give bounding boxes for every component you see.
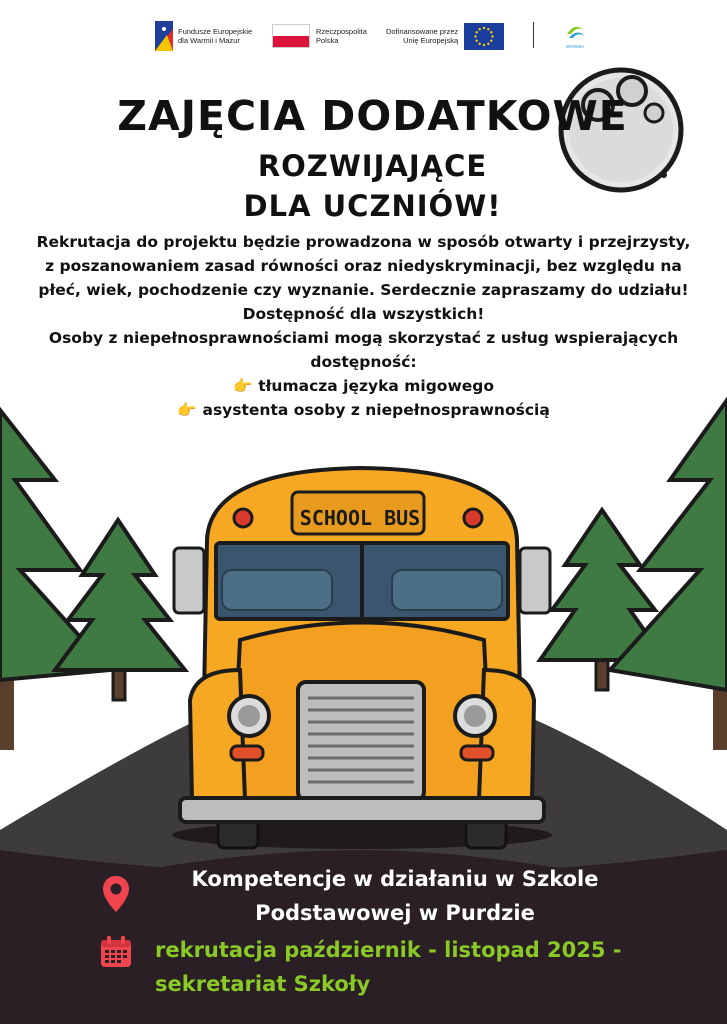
body-line-3: płeć, wiek, pochodzenie czy wyznanie. Serdecznie zapraszamy do udziału! <box>38 281 689 299</box>
fe-logo-text: Fundusze Europejskie dla Warmii i Mazur <box>178 27 253 45</box>
warmia-mazury-emblem-icon <box>561 18 589 54</box>
logo-separator <box>533 22 534 48</box>
eu-logo-text: Dofinansowane przez Unię Europejską <box>386 27 459 45</box>
fundusze-europejskie-logo <box>155 14 252 58</box>
svg-text:WARMIA: WARMIA <box>565 44 585 49</box>
warmia-mazury-logo <box>561 14 589 58</box>
rzeczpospolita-logo <box>272 14 367 58</box>
recruitment-dates <box>155 933 695 1001</box>
body-line-2: z poszanowaniem zasad równości oraz niedyskryminacji, bez względu na <box>45 257 682 275</box>
body-line-5: Osoby z niepełnosprawnościami mogą skorzystać z usług wspierających <box>48 329 679 347</box>
rp-logo-text: Rzeczpospolita Polska <box>316 27 367 45</box>
subtitle-line-2: DLA UCZNIÓW! <box>243 189 502 223</box>
fe-emblem-icon <box>155 21 173 51</box>
body-line-1: Rekrutacja do projektu będzie prowadzona w sposób otwarty i przejrzysty, <box>36 233 691 251</box>
eu-flag-icon <box>464 23 504 50</box>
location-line-2: Podstawowej w Purdzie <box>255 901 535 925</box>
school-location <box>145 862 645 930</box>
poster-title: ZAJĘCIA DODATKOWE <box>117 92 628 140</box>
body-line-6: dostępność: <box>310 353 417 371</box>
subtitle-line-1: ROZWIJAJĄCE <box>257 149 488 183</box>
pointing-hand-icon: 👉 <box>232 377 253 395</box>
tree-left-large <box>0 410 110 750</box>
eu-funding-logo <box>386 14 504 58</box>
pointing-hand-icon: 👉 <box>177 401 197 419</box>
calendar-icon <box>99 935 133 969</box>
bullet-1-text: tłumacza języka migowego <box>258 377 495 395</box>
location-line-1: Kompetencje w działaniu w Szkole <box>191 867 599 891</box>
poster-subtitle <box>0 146 727 226</box>
recruit-line-2: sekretariat Szkoły <box>155 972 371 996</box>
polish-flag-icon <box>272 24 310 48</box>
body-line-4: Dostępność dla wszystkich! <box>242 305 485 323</box>
map-pin-icon <box>101 874 131 914</box>
bullet-2-text: asystenta osoby z niepełnosprawnością <box>202 401 550 419</box>
recruit-line-1: rekrutacja październik - listopad 2025 - <box>155 938 622 962</box>
bus-sign-text: SCHOOL BUS <box>299 506 421 530</box>
logo-bar <box>0 14 727 58</box>
